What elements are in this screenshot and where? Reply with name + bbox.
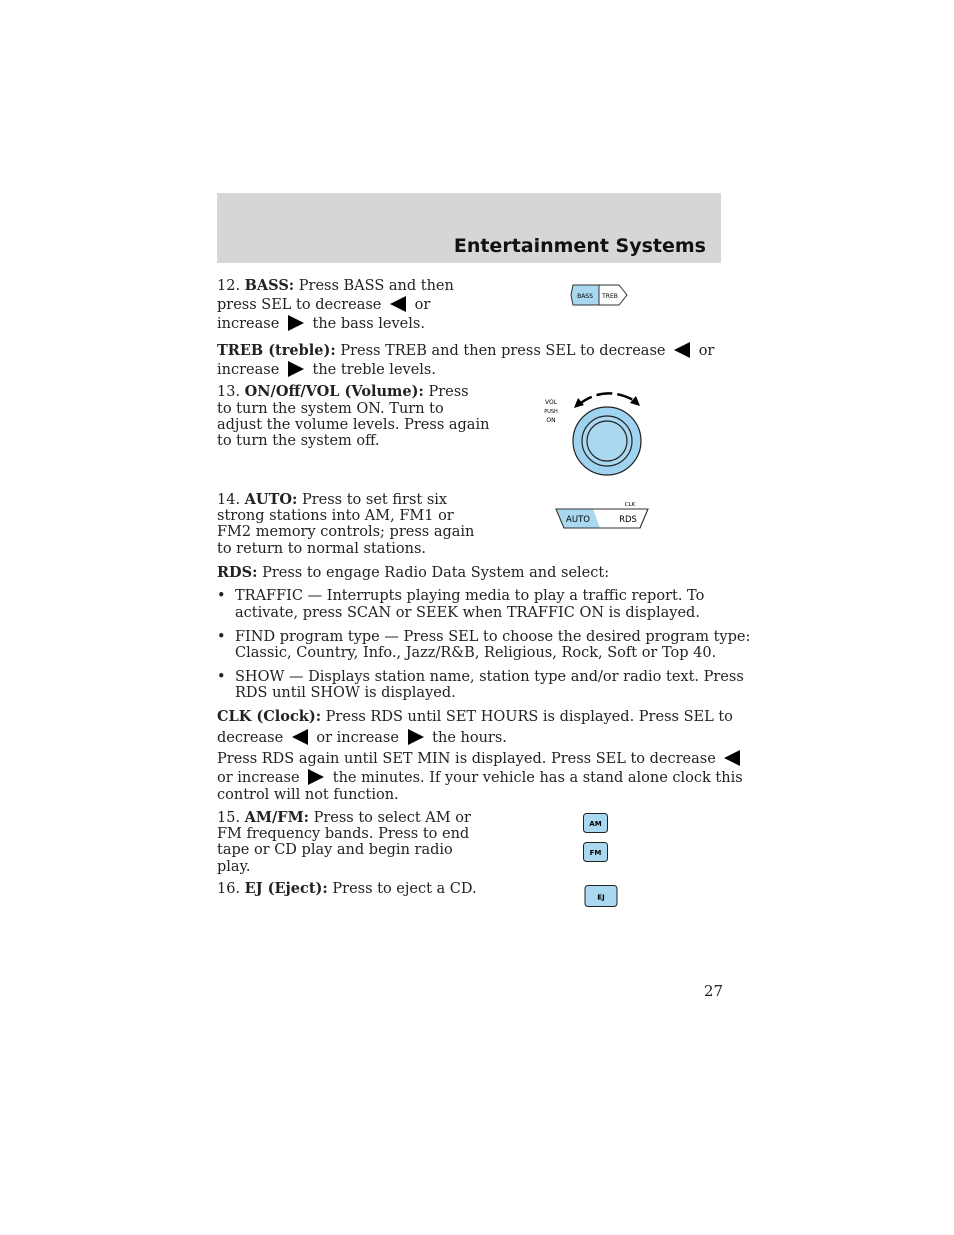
rds-intro-text: Press to engage Radio Data System and select:	[262, 565, 610, 581]
amfm-text-4: play.	[217, 859, 251, 875]
rotation-arrow-icon	[578, 393, 635, 405]
right-arrow-icon	[407, 729, 425, 745]
item-number: 13.	[217, 384, 241, 400]
clk-term: CLK (Clock):	[217, 708, 322, 725]
rds-term: RDS:	[217, 564, 258, 581]
header-bar	[217, 193, 721, 263]
item-number: 12.	[217, 278, 241, 294]
bass-text-2a: press SEL to decrease	[217, 297, 382, 313]
list-item: SHOW — Displays station name, station type and/or radio text. Press	[235, 669, 744, 685]
list-item-continued: Classic, Country, Info., Jazz/R&B, Religious, Rock, Soft or Top 40.	[235, 645, 717, 661]
rds-intro	[217, 565, 609, 582]
clk-label: CLK	[624, 502, 636, 508]
list-item: TRAFFIC — Interrupts playing media to play a traffic report. To	[235, 588, 705, 604]
eject-button-illustration	[583, 884, 621, 910]
bass-text-3b: the bass levels.	[312, 316, 425, 332]
left-arrow-icon	[723, 750, 741, 766]
item-number: 16.	[217, 881, 241, 897]
amfm-text-1: Press to select AM or	[313, 810, 471, 826]
item-number: 15.	[217, 810, 241, 826]
treb-term: TREB (treble):	[217, 342, 336, 359]
vol-text-1: Press	[428, 384, 469, 400]
auto-button-label: AUTO	[566, 515, 590, 525]
left-arrow-icon	[291, 729, 309, 745]
list-item: FIND program type — Press SEL to choose the desired program type:	[235, 629, 751, 645]
page-number: 27	[704, 982, 724, 1000]
vol-text-4: to turn the system off.	[217, 433, 380, 449]
right-arrow-icon	[307, 769, 325, 785]
ej-line-1	[217, 881, 477, 898]
clk-line-4	[217, 769, 743, 787]
amfm-text-2: FM frequency bands. Press to end	[217, 826, 470, 842]
treb-line-1	[217, 342, 714, 360]
am-button-label: AM	[589, 820, 602, 828]
auto-term: AUTO:	[244, 491, 298, 508]
clk-text-2c: the hours.	[432, 730, 507, 746]
treb-text-2b: the treble levels.	[312, 362, 436, 378]
fm-button-label: FM	[589, 849, 602, 857]
auto-text-4: to return to normal stations.	[217, 541, 427, 557]
clk-text-3: Press RDS again until SET MIN is displayed. Press SEL to decrease	[217, 751, 716, 767]
treb-text-2a: increase	[217, 362, 280, 378]
auto-rds-button-illustration	[553, 497, 653, 531]
rds-button-label: RDS	[619, 515, 637, 525]
bullet-marker: •	[217, 629, 226, 645]
clk-text-2b: or increase	[316, 730, 399, 746]
clk-line-2	[217, 729, 507, 747]
treb-text-1b: or	[698, 343, 715, 359]
bass-line-1	[217, 278, 454, 295]
ej-term: EJ (Eject):	[244, 880, 328, 897]
clk-line-1	[217, 709, 733, 726]
bullet-marker: •	[217, 588, 226, 604]
bass-line-3	[217, 315, 425, 333]
bass-line-2	[217, 296, 430, 314]
clk-line-3	[217, 750, 744, 768]
item-number: 14.	[217, 492, 241, 508]
left-arrow-icon	[389, 296, 407, 312]
amfm-term: AM/FM:	[244, 809, 309, 826]
bass-button-label: BASS	[577, 293, 593, 300]
knob-on-label: ON	[546, 417, 556, 424]
auto-line-1	[217, 492, 447, 509]
clk-text-5: control will not function.	[217, 787, 399, 803]
amfm-line-1	[217, 810, 471, 827]
ej-button-label: EJ	[597, 893, 605, 902]
list-item-continued: RDS until SHOW is displayed.	[235, 685, 456, 701]
bullet-marker: •	[217, 669, 226, 685]
vol-line-1	[217, 384, 469, 401]
knob-vol-label: VOL	[544, 399, 558, 406]
auto-text-3: FM2 memory controls; press again	[217, 524, 475, 540]
clk-text-1: Press RDS until SET HOURS is displayed. Press SEL to	[325, 709, 733, 725]
auto-text-1: Press to set first six	[301, 492, 448, 508]
am-fm-button-illustration	[582, 812, 610, 864]
clk-text-4b: the minutes. If your vehicle has a stand alone clock this	[332, 770, 743, 786]
left-arrow-icon	[673, 342, 691, 358]
bass-text-3a: increase	[217, 316, 280, 332]
treb-line-2	[217, 361, 436, 379]
volume-knob-illustration	[540, 386, 650, 478]
amfm-text-3: tape or CD play and begin radio	[217, 842, 453, 858]
ej-text: Press to eject a CD.	[332, 881, 477, 897]
knob-push-label: PUSH	[544, 409, 558, 415]
list-item-continued: activate, press SCAN or SEEK when TRAFFIC ON is displayed.	[235, 605, 700, 621]
clk-text-2a: decrease	[217, 730, 284, 746]
treb-text-1a: Press TREB and then press SEL to decrease	[340, 343, 666, 359]
right-arrow-icon	[287, 361, 305, 377]
treb-button-label: TREB	[602, 293, 618, 300]
clk-text-4a: or increase	[217, 770, 300, 786]
bass-text-2b: or	[414, 297, 431, 313]
vol-term: ON/Off/VOL (Volume):	[244, 383, 424, 400]
bass-text-1: Press BASS and then	[298, 278, 454, 294]
bass-treb-button-illustration	[570, 284, 630, 306]
vol-text-3: adjust the volume levels. Press again	[217, 417, 490, 433]
auto-text-2: strong stations into AM, FM1 or	[217, 508, 454, 524]
bass-term: BASS:	[244, 277, 295, 294]
page-title: Entertainment Systems	[453, 235, 706, 257]
vol-text-2: to turn the system ON. Turn to	[217, 401, 444, 417]
right-arrow-icon	[287, 315, 305, 331]
